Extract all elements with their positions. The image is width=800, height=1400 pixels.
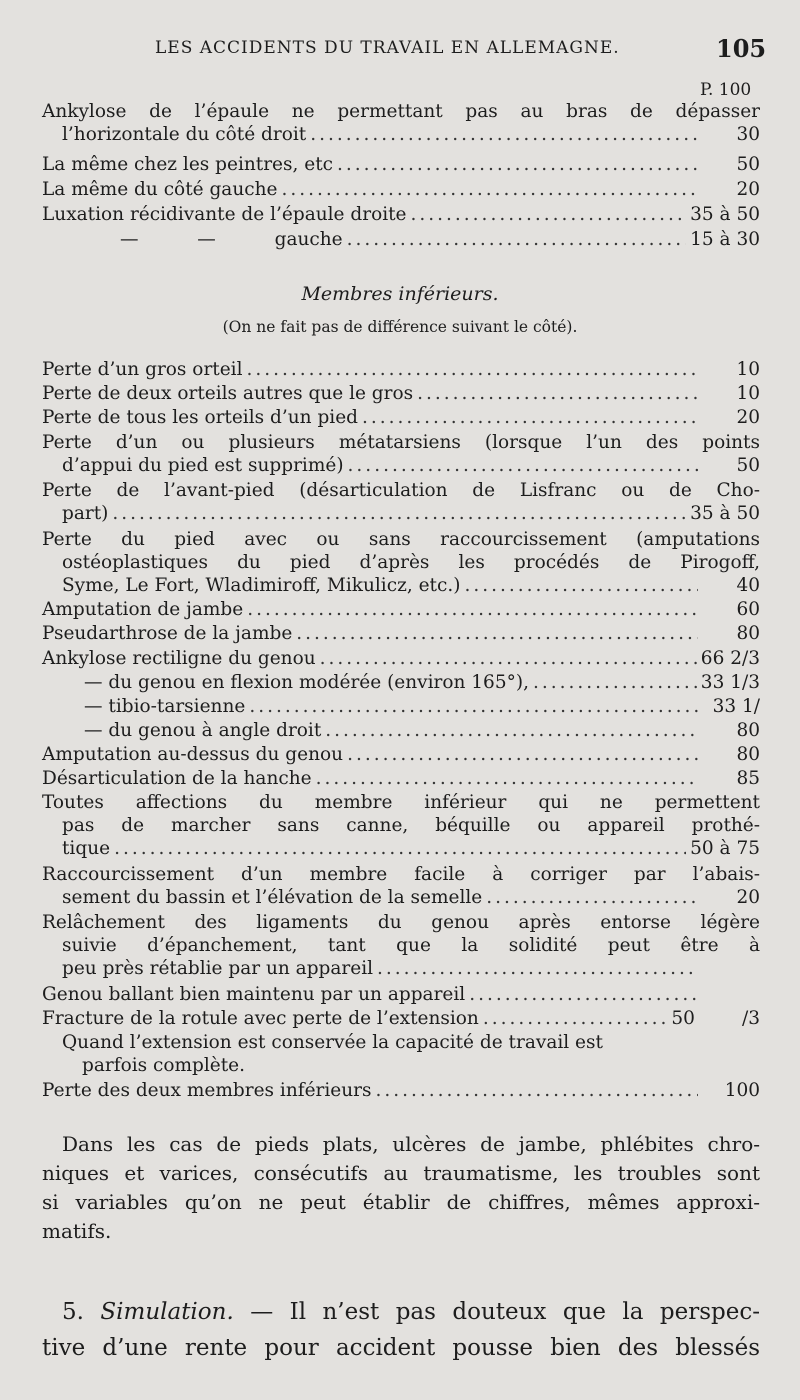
paragraph-line: — Il n’est pas douteux que la perspec-	[250, 1299, 761, 1325]
entry-line: Perte d’un gros orteil	[42, 359, 243, 380]
rate-value: 50	[736, 455, 760, 476]
entry-line: d’appui du pied est supprimé)	[62, 455, 344, 476]
rate-value: 80	[736, 720, 760, 741]
rate-value: 20	[736, 887, 760, 908]
table-row	[42, 100, 760, 146]
entry-line: Perte de l’avant-pied (désarticulation de Lisfranc ou de Cho-	[42, 480, 760, 501]
entry-line: tique	[62, 838, 111, 859]
entry-line: — du genou en flexion modérée (environ 165°),	[84, 672, 529, 693]
section-title: Membres inférieurs.	[301, 283, 499, 305]
body-paragraph	[42, 1130, 760, 1246]
paragraph-line: tive d’une rente pour accident pousse bien des blessés	[42, 1335, 760, 1361]
table-row	[42, 911, 760, 980]
table-row	[42, 406, 760, 429]
rate-value: 80	[736, 744, 760, 765]
entry-line: part)	[62, 503, 109, 524]
table-row	[42, 431, 760, 477]
rate-value: 10	[736, 359, 760, 380]
table-row	[42, 598, 760, 621]
rate-value: 20	[736, 179, 760, 200]
table-row	[42, 382, 760, 405]
paragraph-line: matifs.	[42, 1219, 112, 1243]
table-row	[42, 767, 760, 790]
table-row	[42, 203, 760, 226]
entry-line: Relâchement des ligaments du genou après entorse légère	[42, 912, 760, 933]
rate-value: 35 à 50	[690, 503, 760, 524]
entry-line: La même du côté gauche	[42, 179, 278, 200]
section-note: (On ne fait pas de différence suivant le côté).	[222, 318, 578, 336]
rate-value: 50 à 75	[690, 838, 760, 859]
entry-line: Amputation de jambe	[42, 599, 244, 620]
entry-line: Luxation récidivante de l’épaule droite	[42, 204, 407, 225]
table-row	[42, 695, 760, 718]
table-row	[42, 719, 760, 742]
paragraph-line: Dans les cas de pieds plats, ulcères de jambe, phlébites chro-	[62, 1132, 760, 1156]
entry-line: Syme, Le Fort, Wladimiroff, Mikulicz, etc.)	[62, 575, 461, 596]
entry-line: Perte des deux membres inférieurs	[42, 1080, 372, 1101]
running-title: LES ACCIDENTS DU TRAVAIL EN ALLEMAGNE.	[155, 38, 620, 58]
table-row	[42, 1079, 760, 1102]
table-row	[42, 622, 760, 645]
table-row	[42, 153, 760, 176]
entry-line: Genou ballant bien maintenu par un appareil	[42, 984, 466, 1005]
table-row	[42, 358, 760, 381]
simulation-paragraph	[42, 1294, 760, 1366]
rate-value: 50	[736, 154, 760, 175]
entry-line: — du genou à angle droit	[84, 720, 322, 741]
entry-line: Quand l’extension est conservée la capacité de travail est	[62, 1032, 603, 1053]
rate-value: 33 1/3	[700, 672, 760, 693]
entry-line: Perte de tous les orteils d’un pied	[42, 407, 358, 428]
table-row	[42, 178, 760, 201]
table-row	[42, 863, 760, 909]
rate-value: 40	[736, 575, 760, 596]
paragraph-line: niques et varices, consécutifs au traumatisme, les troubles sont	[42, 1161, 760, 1185]
table-row	[42, 671, 760, 694]
entry-line: La même chez les peintres, etc	[42, 154, 333, 175]
table-row	[42, 228, 760, 251]
table-row	[42, 647, 760, 670]
table-row	[42, 1031, 760, 1077]
rate-value: 80	[736, 623, 760, 644]
section-heading: Simulation.	[100, 1299, 234, 1325]
entry-line: Désarticulation de la hanche	[42, 768, 312, 789]
entry-line: — tibio-tarsienne	[84, 696, 246, 717]
page-header	[0, 34, 800, 68]
table-row	[42, 983, 760, 1006]
entry-line: sement du bassin et l’élévation de la semelle	[62, 887, 483, 908]
entry-line: Perte d’un ou plusieurs métatarsiens (lorsque l’un des points	[42, 432, 760, 453]
rate-value: 10	[736, 383, 760, 404]
entry-line: Perte du pied avec ou sans raccourcissement (amputations	[42, 529, 760, 550]
rate-value: 66 2/3	[700, 648, 760, 669]
entry-line: Pseudarthrose de la jambe	[42, 623, 293, 644]
table-row	[42, 528, 760, 597]
entry-line: Ankylose de l’épaule ne permettant pas au bras de dépasser	[42, 101, 760, 122]
paragraph-line: si variables qu’on ne peut établir de chiffres, mêmes approxi-	[42, 1190, 760, 1214]
table-row	[42, 479, 760, 525]
entry-line: — — gauche	[120, 229, 343, 250]
table-row	[42, 791, 760, 860]
entry-line: Fracture de la rotule avec perte de l’extension	[42, 1008, 479, 1029]
table-row	[42, 743, 760, 766]
entry-line: parfois complète.	[82, 1055, 246, 1076]
rate-value: 33 1/	[712, 696, 760, 717]
entry-line: ostéoplastiques du pied d’après les procédés de Pirogoff,	[62, 552, 760, 573]
entry-line: Ankylose rectiligne du genou	[42, 648, 316, 669]
table-row	[42, 1007, 760, 1030]
rate-value: 30	[736, 124, 760, 145]
entry-line: pas de marcher sans canne, béquille ou appareil prothé-	[62, 815, 760, 836]
entry-line: Raccourcissement d’un membre facile à corriger par l’abais-	[42, 864, 760, 885]
section-number: 5.	[62, 1299, 84, 1325]
entry-line: peu près rétablie par un appareil	[62, 958, 374, 979]
entry-line: Toutes affections du membre inférieur qui ne permettent	[42, 792, 760, 813]
entry-line: suivie d’épanchement, tant que la solidité peut être à	[62, 935, 760, 956]
rate-value: 100	[724, 1080, 760, 1101]
page-number: 105	[716, 34, 767, 63]
rate-value: 85	[736, 768, 760, 789]
rate-value: 35 à 50	[690, 204, 760, 225]
rate-value: 15 à 30	[690, 229, 760, 250]
entry-line: Perte de deux orteils autres que le gros	[42, 383, 414, 404]
entry-line: l’horizontale du côté droit	[62, 124, 307, 145]
unit-label: P. 100	[700, 80, 752, 100]
rate-value: 20	[736, 407, 760, 428]
rate-value: 50 /3	[671, 1008, 760, 1029]
entry-line: Amputation au-dessus du genou	[42, 744, 344, 765]
rate-value: 60	[736, 599, 760, 620]
